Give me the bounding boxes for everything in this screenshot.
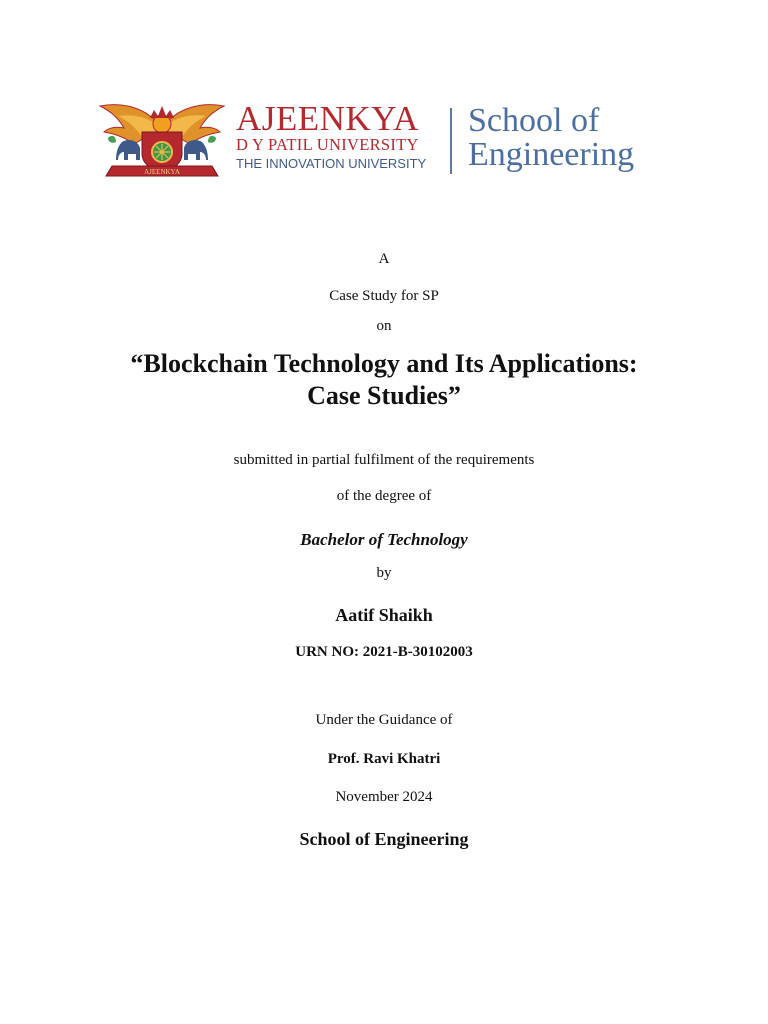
crest-ribbon-text: AJEENKYA — [144, 168, 180, 176]
school-logo-text — [468, 104, 634, 172]
logo-divider — [450, 108, 452, 174]
university-name: AJEENKYA — [236, 99, 419, 138]
school-name: School of Engineering — [299, 829, 469, 849]
author-name: Aatif Shaikh — [335, 605, 433, 625]
submission-date: November 2024 — [335, 789, 433, 805]
school-logo-line2: Engineering — [468, 136, 635, 173]
submission-statement: submitted in partial fulfilment of the requirements — [233, 452, 535, 468]
article-text: A — [378, 251, 390, 267]
guidance-label: Under the Guidance of — [315, 712, 453, 728]
university-crest-icon — [98, 98, 226, 182]
university-subname: D Y PATIL UNIVERSITY — [236, 135, 419, 154]
document-title-line2: Case Studies” — [307, 381, 461, 410]
case-study-label: Case Study for SP — [329, 288, 439, 304]
university-tagline: THE INNOVATION UNIVERSITY — [236, 156, 427, 171]
document-title-line1: “Blockchain Technology and Its Applications: — [130, 349, 638, 378]
on-text: on — [376, 318, 392, 334]
university-wordmark — [236, 99, 436, 173]
degree-intro: of the degree of — [336, 488, 432, 504]
degree-name: Bachelor of Technology — [300, 530, 468, 549]
urn-number: URN NO: 2021-B-30102003 — [295, 644, 473, 660]
by-text: by — [376, 565, 392, 581]
school-logo-line1: School of — [468, 102, 600, 139]
university-logo — [98, 96, 678, 186]
guide-name: Prof. Ravi Khatri — [327, 751, 441, 767]
